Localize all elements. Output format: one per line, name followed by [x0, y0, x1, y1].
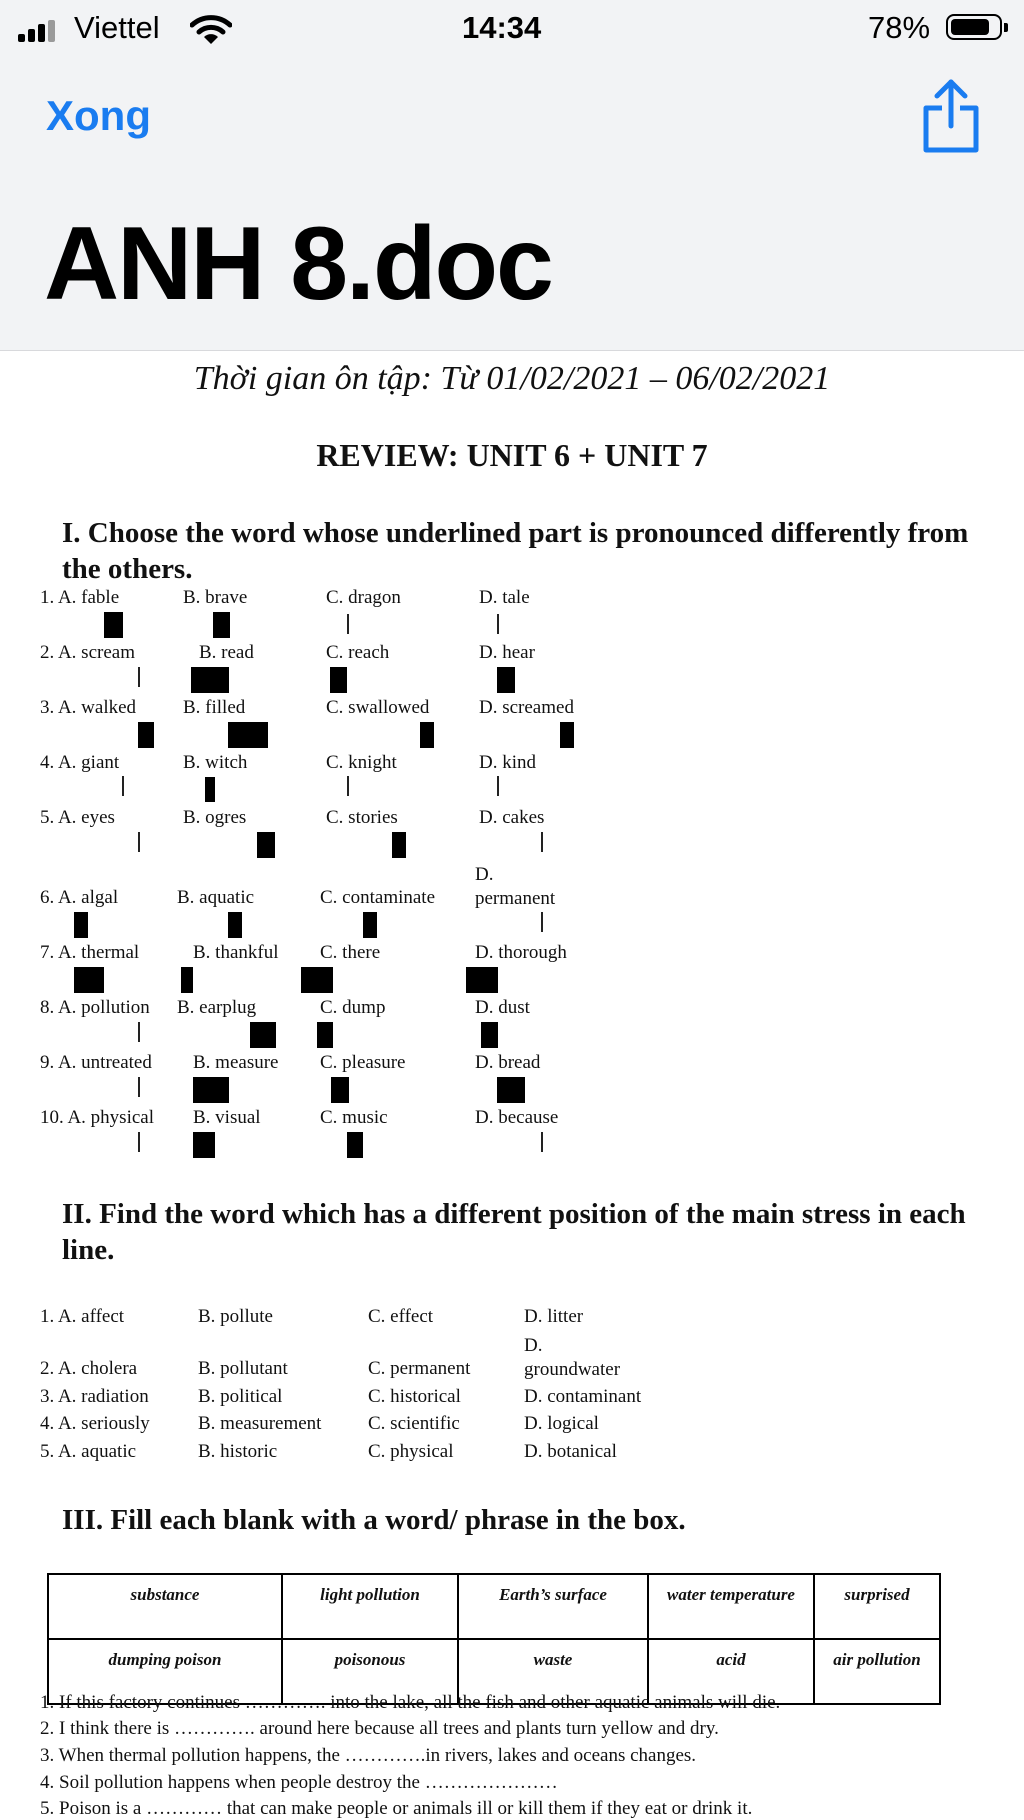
- underline-marker: [392, 832, 406, 858]
- q5-option-b: B. ogres: [183, 807, 247, 828]
- underline-marker: [138, 722, 154, 748]
- word-box-cell: water temperature: [648, 1574, 814, 1639]
- share-icon[interactable]: [922, 78, 980, 154]
- sentence-3: 3. When thermal pollution happens, the ………….in rivers, lakes and oceans changes.: [40, 1745, 697, 1766]
- section-1-title: I. Choose the word whose underlined part is pronounced differently from the others.: [62, 517, 969, 585]
- q10-option-b: B. visual: [193, 1107, 261, 1128]
- wifi-icon: [190, 14, 232, 46]
- underline-marker: [347, 614, 349, 634]
- q3-option-d: D. screamed: [479, 697, 574, 718]
- underline-marker: [301, 967, 333, 993]
- underline-marker: [541, 1132, 543, 1152]
- underline-marker: [191, 667, 229, 693]
- s2-q2-option-a: 2. A. cholera: [40, 1358, 138, 1379]
- underline-marker: [497, 667, 515, 693]
- q5-option-c: C. stories: [326, 807, 398, 828]
- underline-marker: [331, 1077, 349, 1103]
- s2-q3-option-b: B. political: [198, 1386, 283, 1407]
- underline-marker: [250, 1022, 276, 1048]
- clock: 14:34: [462, 10, 542, 45]
- q2-option-a: 2. A. scream: [40, 642, 135, 663]
- s2-q5-option-d: D. botanical: [524, 1441, 617, 1462]
- underline-marker: [257, 832, 275, 858]
- q7-option-a: 7. A. thermal: [40, 942, 140, 963]
- sentence-1: 1. If this factory continues …………. into the lake, all the fish and other aquatic animals will die.: [40, 1692, 781, 1713]
- navigation-header: [0, 0, 1024, 351]
- s2-q4-option-b: B. measurement: [198, 1413, 322, 1434]
- word-box-cell: poisonous: [282, 1639, 458, 1704]
- underline-marker: [138, 1022, 140, 1042]
- q10-option-d: D. because: [475, 1107, 559, 1128]
- q4-option-b: B. witch: [183, 752, 248, 773]
- underline-marker: [193, 1077, 229, 1103]
- word-box-cell: waste: [458, 1639, 648, 1704]
- s2-q4-option-d: D. logical: [524, 1413, 599, 1434]
- q9-option-a: 9. A. untreated: [40, 1052, 152, 1073]
- review-dates: Thời gian ôn tập: Từ 01/02/2021 – 06/02/2021: [193, 360, 831, 397]
- q8-option-b: B. earplug: [177, 997, 257, 1018]
- word-box-cell: acid: [648, 1639, 814, 1704]
- underline-marker: [138, 832, 140, 852]
- s2-q2-option-b: B. pollutant: [198, 1358, 288, 1379]
- underline-marker: [497, 776, 499, 796]
- s2-q3-option-a: 3. A. radiation: [40, 1386, 149, 1407]
- q2-option-c: C. reach: [326, 642, 390, 663]
- underline-marker: [466, 967, 498, 993]
- carrier-name: Viettel: [74, 10, 160, 45]
- q2-option-b: B. read: [199, 642, 254, 663]
- s2-q2-option-d: D. groundwater: [524, 1335, 621, 1380]
- underline-marker: [420, 722, 434, 748]
- q7-option-c: C. there: [320, 942, 381, 963]
- underline-marker: [74, 967, 104, 993]
- q1-option-d: D. tale: [479, 587, 530, 608]
- word-box-cell: dumping poison: [48, 1639, 282, 1704]
- underline-marker: [205, 777, 215, 802]
- sentence-4: 4. Soil pollution happens when people destroy the …………………: [40, 1772, 558, 1793]
- underline-marker: [481, 1022, 498, 1048]
- underline-marker: [104, 612, 123, 638]
- s2-q3-option-d: D. contaminant: [524, 1386, 642, 1407]
- word-box-cell: Earth’s surface: [458, 1574, 648, 1639]
- sentence-2: 2. I think there is …………. around here because all trees and plants turn yellow and dry.: [40, 1718, 719, 1739]
- word-box-cell: air pollution: [814, 1639, 940, 1704]
- q10-option-a: 10. A. physical: [40, 1107, 154, 1128]
- q9-option-b: B. measure: [193, 1052, 279, 1073]
- q4-option-a: 4. A. giant: [40, 752, 120, 773]
- underline-marker: [138, 667, 140, 687]
- battery-icon: [946, 14, 1002, 40]
- q1-option-a: 1. A. fable: [40, 587, 120, 608]
- review-heading: REVIEW: UNIT 6 + UNIT 7: [316, 437, 708, 473]
- q4-option-d: D. kind: [479, 752, 536, 773]
- underline-marker: [560, 722, 574, 748]
- q5-option-d: D. cakes: [479, 807, 545, 828]
- done-button[interactable]: Xong: [46, 92, 151, 139]
- underline-marker: [541, 832, 543, 852]
- underline-marker: [213, 612, 230, 638]
- word-box-cell: substance: [48, 1574, 282, 1639]
- q1-option-b: B. brave: [183, 587, 248, 608]
- s2-q1-option-c: C. effect: [368, 1306, 434, 1327]
- q7-option-b: B. thankful: [193, 942, 279, 963]
- s2-q2-option-c: C. permanent: [368, 1358, 471, 1379]
- s2-q3-option-c: C. historical: [368, 1386, 461, 1407]
- underline-marker: [330, 667, 347, 693]
- word-box-cell: surprised: [814, 1574, 940, 1639]
- underline-marker: [228, 912, 242, 938]
- q6-option-a: 6. A. algal: [40, 887, 119, 908]
- q2-option-d: D. hear: [479, 642, 535, 663]
- section-2-title: II. Find the word which has a different position of the main stress in each line.: [62, 1198, 966, 1266]
- underline-marker: [497, 1077, 525, 1103]
- q3-option-a: 3. A. walked: [40, 697, 137, 718]
- underline-marker: [122, 776, 124, 796]
- word-box-row: [48, 1574, 940, 1639]
- s2-q5-option-a: 5. A. aquatic: [40, 1441, 137, 1462]
- underline-marker: [497, 614, 499, 634]
- s2-q4-option-c: C. scientific: [368, 1413, 460, 1434]
- underline-marker: [74, 912, 88, 938]
- s2-q1-option-b: B. pollute: [198, 1306, 273, 1327]
- underline-marker: [347, 1132, 363, 1158]
- word-box: [47, 1573, 941, 1705]
- document-title: ANH 8.doc: [44, 206, 552, 322]
- s2-q5-option-b: B. historic: [198, 1441, 278, 1462]
- word-box-cell: light pollution: [282, 1574, 458, 1639]
- underline-marker: [317, 1022, 333, 1048]
- q6-option-c: C. contaminate: [320, 887, 436, 908]
- underline-marker: [138, 1132, 140, 1152]
- sentence-5: 5. Poison is a ………… that can make people or animals ill or kill them if they eat or drink it.: [40, 1798, 753, 1819]
- cellular-signal-icon: [18, 20, 58, 42]
- s2-q4-option-a: 4. A. seriously: [40, 1413, 150, 1434]
- underline-marker: [181, 967, 193, 993]
- underline-marker: [138, 1077, 140, 1097]
- s2-q5-option-c: C. physical: [368, 1441, 454, 1462]
- q3-option-b: B. filled: [183, 697, 246, 718]
- s2-q1-option-a: 1. A. affect: [40, 1306, 125, 1327]
- q8-option-c: C. dump: [320, 997, 386, 1018]
- q9-option-c: C. pleasure: [320, 1052, 406, 1073]
- underline-marker: [347, 776, 349, 796]
- q9-option-d: D. bread: [475, 1052, 541, 1073]
- q6-option-d: D. permanent: [475, 864, 556, 909]
- q3-option-c: C. swallowed: [326, 697, 430, 718]
- section-3-title: III. Fill each blank with a word/ phrase in the box.: [62, 1504, 686, 1536]
- battery-percentage: 78%: [868, 10, 931, 45]
- q5-option-a: 5. A. eyes: [40, 807, 115, 828]
- underline-marker: [363, 912, 377, 938]
- s2-q1-option-d: D. litter: [524, 1306, 584, 1327]
- q7-option-d: D. thorough: [475, 942, 567, 963]
- underline-marker: [193, 1132, 215, 1158]
- q8-option-a: 8. A. pollution: [40, 997, 150, 1018]
- q1-option-c: C. dragon: [326, 587, 401, 608]
- status-bar: [0, 10, 1024, 50]
- q4-option-c: C. knight: [326, 752, 397, 773]
- q8-option-d: D. dust: [475, 997, 530, 1018]
- q6-option-b: B. aquatic: [177, 887, 255, 908]
- underline-marker: [228, 722, 268, 748]
- q10-option-c: C. music: [320, 1107, 388, 1128]
- underline-marker: [541, 912, 543, 932]
